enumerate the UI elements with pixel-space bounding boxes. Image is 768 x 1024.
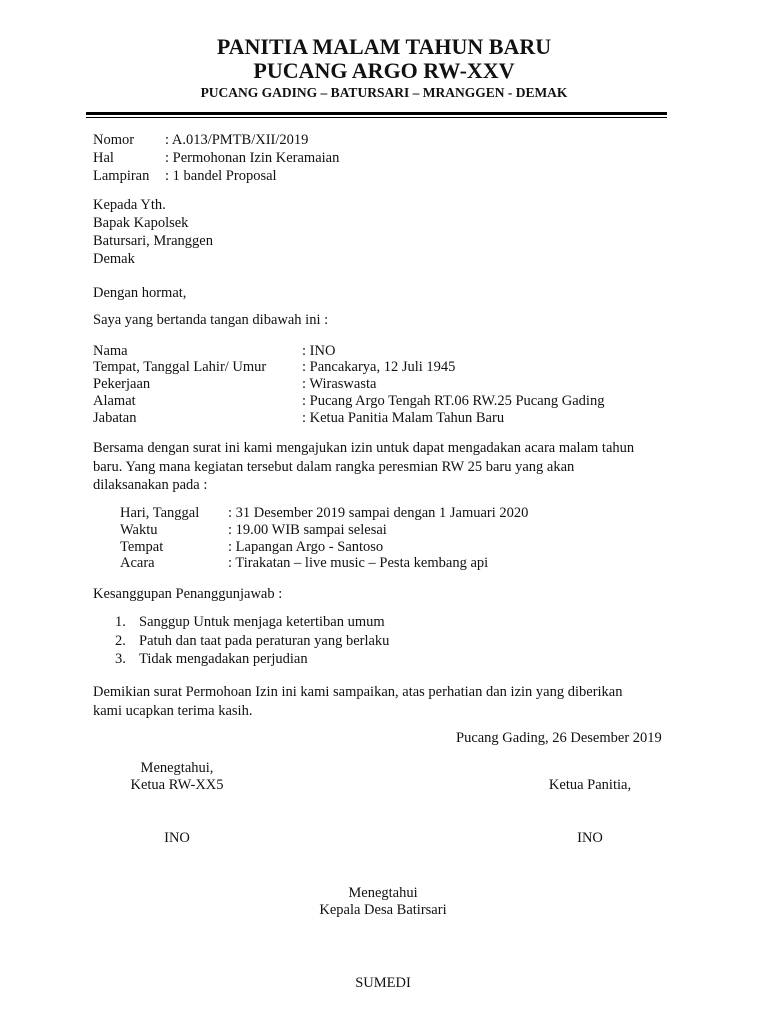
letterhead-title-2: PUCANG ARGO RW-XXV: [253, 58, 515, 83]
identity-label: Alamat: [93, 393, 136, 409]
left-signature-name: INO: [164, 830, 190, 846]
recipient-line: Kepada Yth.: [93, 197, 166, 213]
closing-paragraph: [93, 683, 693, 720]
event-label: Waktu: [120, 522, 158, 538]
body-line: baru. Yang mana kegiatan tersebut dalam rangka peresmian RW 25 baru yang akan: [93, 458, 575, 475]
recipient-line: Batursari, Mranggen: [93, 233, 213, 249]
body-line: Bersama dengan surat ini kami mengajukan izin untuk dapat mengadakan acara malam tahun: [93, 440, 635, 456]
identity-value: : Wiraswasta: [302, 376, 377, 392]
commitment-number: 1.: [115, 614, 126, 630]
identity-label: Nama: [93, 343, 128, 359]
identity-value: : Pucang Argo Tengah RT.06 RW.25 Pucang Gading: [302, 393, 605, 409]
commitment-number: 3.: [115, 651, 126, 667]
letterhead-address: PUCANG GADING – BATURSARI – MRANGGEN - DEMAK: [200, 85, 568, 100]
closing-line: kami ucapkan terima kasih.: [93, 702, 253, 719]
body-paragraph: [93, 439, 693, 495]
place-date: Pucang Gading, 26 Desember 2019: [456, 730, 662, 746]
left-signature-heading: Menegtahui,: [140, 760, 214, 776]
event-value: : Tirakatan – live music – Pesta kembang api: [228, 555, 489, 571]
reference-label: Nomor: [93, 132, 135, 148]
commitment-title: Kesanggupan Penanggunjawab :: [93, 586, 283, 602]
identity-value: : INO: [302, 343, 336, 359]
identity-label: Pekerjaan: [93, 376, 151, 392]
letterhead-rule-thin: [86, 117, 667, 118]
right-signature-title: Ketua Panitia,: [548, 777, 632, 793]
event-value: : 31 Desember 2019 sampai dengan 1 Jamuari 2020: [228, 505, 529, 521]
letterhead-title-1: PANITIA MALAM TAHUN BARU: [216, 34, 552, 59]
commitment-text: Tidak mengadakan perjudian: [139, 651, 308, 667]
event-label: Hari, Tanggal: [120, 505, 200, 521]
commitment-number: 2.: [115, 633, 126, 649]
identity-label: Tempat, Tanggal Lahir/ Umur: [93, 359, 267, 375]
reference-label: Lampiran: [93, 168, 150, 184]
identity-label: Jabatan: [93, 410, 137, 426]
bottom-signature-title: Kepala Desa Batirsari: [319, 902, 447, 918]
commitment-text: Patuh dan taat pada peraturan yang berlaku: [139, 633, 390, 649]
bottom-signature-name: SUMEDI: [355, 975, 411, 991]
event-value: : Lapangan Argo - Santoso: [228, 539, 384, 555]
reference-value: : Permohonan Izin Keramaian: [165, 150, 340, 166]
greeting: Dengan hormat,: [93, 285, 187, 301]
identity-value: : Ketua Panitia Malam Tahun Baru: [302, 410, 505, 426]
identity-value: : Pancakarya, 12 Juli 1945: [302, 359, 456, 375]
body-line: dilaksanakan pada :: [93, 477, 208, 493]
recipient-line: Bapak Kapolsek: [93, 215, 189, 231]
bottom-signature-heading: Menegtahui: [348, 885, 418, 901]
event-label: Tempat: [120, 539, 164, 555]
intro: Saya yang bertanda tangan dibawah ini :: [93, 312, 329, 328]
event-label: Acara: [120, 555, 155, 571]
reference-value: : A.013/PMTB/XII/2019: [165, 132, 309, 148]
right-signature-name: INO: [577, 830, 603, 846]
reference-label: Hal: [93, 150, 114, 166]
left-signature-title: Ketua RW-XX5: [130, 777, 224, 793]
recipient-line: Demak: [93, 251, 135, 267]
reference-value: : 1 bandel Proposal: [165, 168, 277, 184]
commitment-text: Sanggup Untuk menjaga ketertiban umum: [139, 614, 385, 630]
letterhead-rule-thick: [86, 112, 667, 115]
event-value: : 19.00 WIB sampai selesai: [228, 522, 387, 538]
closing-line: Demikian surat Permohoan Izin ini kami sampaikan, atas perhatian dan izin yang diberikan: [93, 684, 623, 700]
